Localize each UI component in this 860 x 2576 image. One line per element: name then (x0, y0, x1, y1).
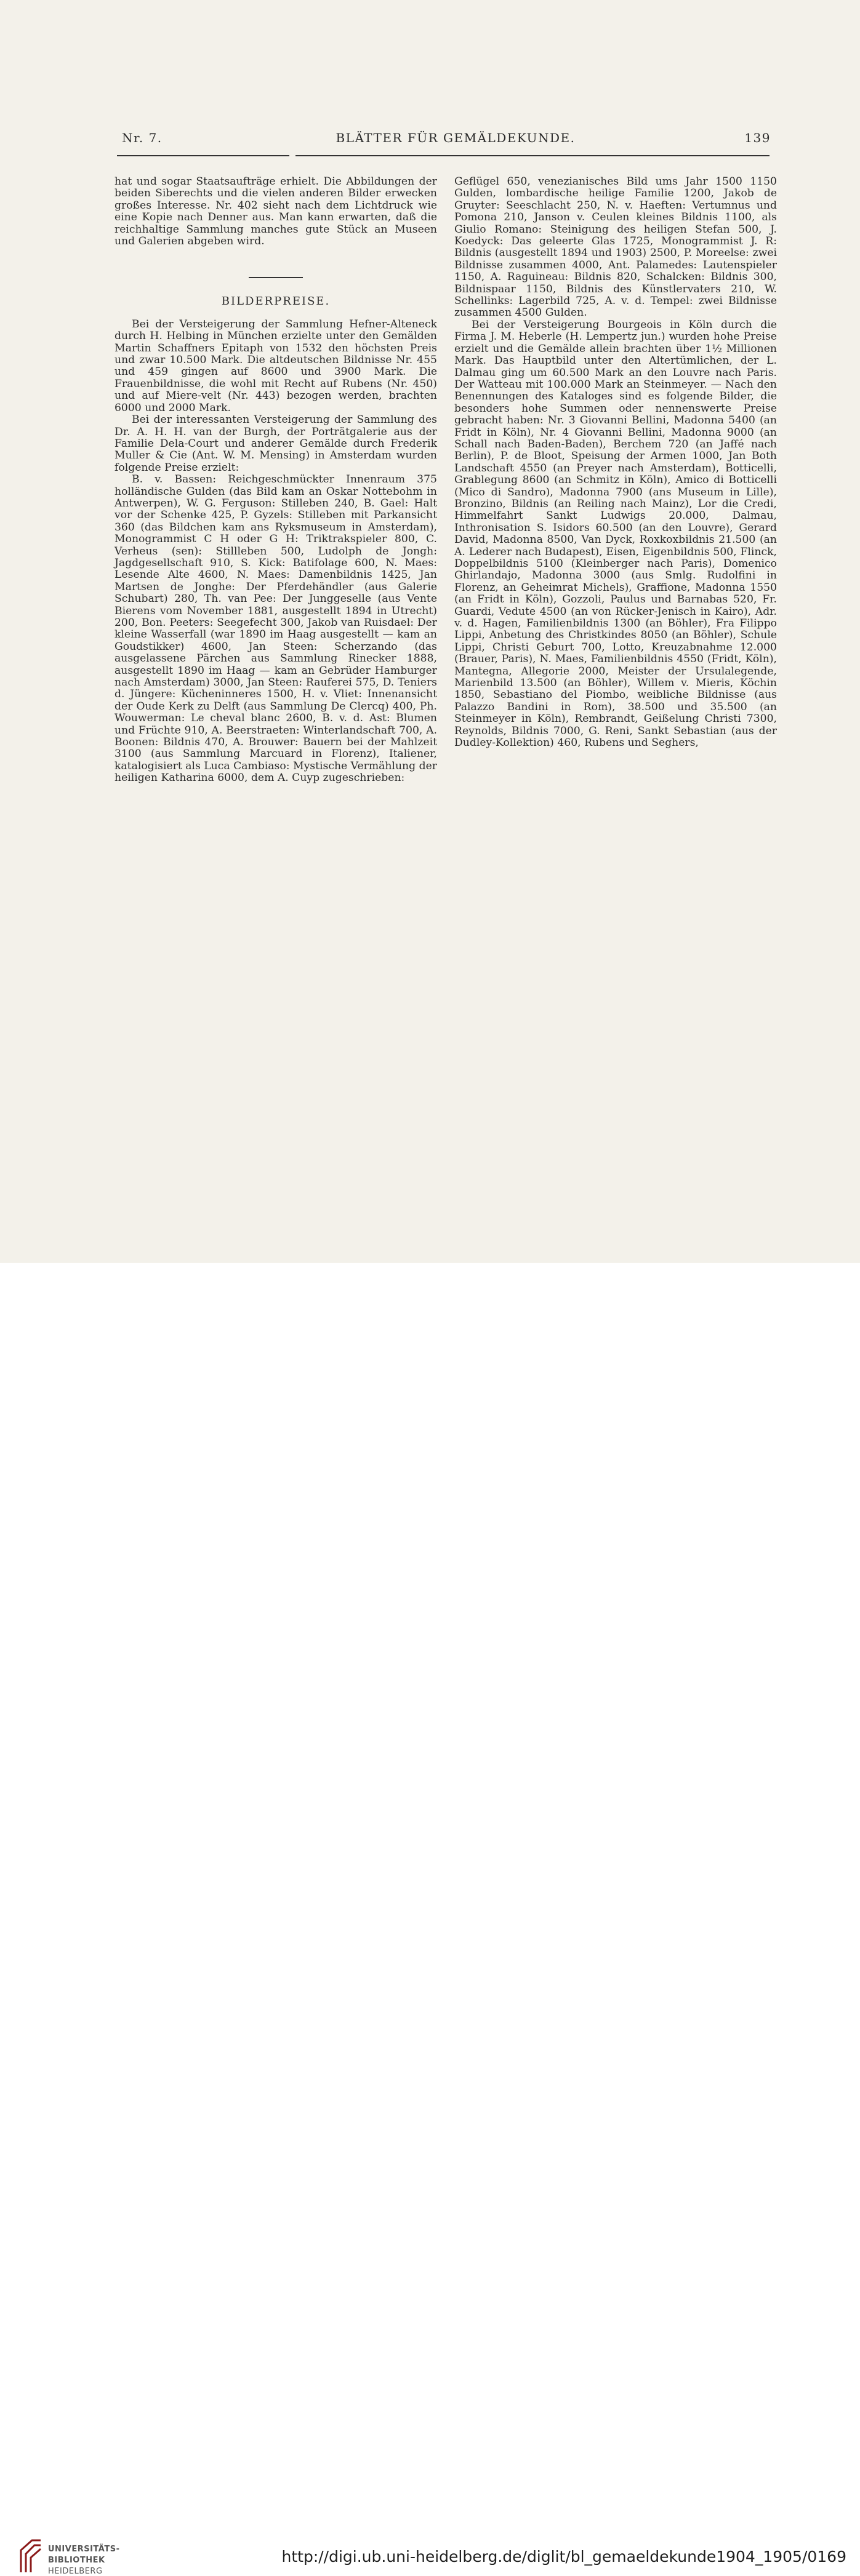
section-title: BILDERPREISE. (221, 295, 331, 308)
library-name-line-1: UNIVERSITÄTS- (48, 2545, 120, 2554)
journal-title: BLÄTTER FÜR GEMÄLDEKUNDE. (336, 130, 576, 145)
paragraph-burgh: Bei der interessanten Versteigerung der Sammlung des Dr. A. H. H. van der Burgh, der Porträtgalerie aus der Familie Dela-Court und anderer Gemälde durch Frederik Muller & Cie (Ant. W. M. Mensing) in Amsterdam wurden folgende Preise erzielt: (115, 414, 437, 474)
header-rule-right (295, 155, 770, 156)
scanned-page (0, 0, 860, 1263)
permalink-url[interactable]: http://digi.ub.uni-heidelberg.de/diglit/bl_gemaeldekunde1904_1905/0169 (281, 2548, 846, 2566)
paragraph-price-list-continued: Geflügel 650, venezianisches Bild ums Jahr 1500 1150 Gulden, lombardische heilige Familie 1200, Jakob de Gruyter: Seeschlacht 250, N. v. Haeften: Vertumnus und Pomona 210, Janson v. Ceulen kleines Bildnis 1100, als Giulio Romano: Steinigung des heiligen Stefan 500, J. Koedyck: Das geleerte Glas 1725, Monogrammist J. R: Bildnis (ausgestellt 1894 und 1903) 2500, P. Moreelse: zwei Bildnisse zusammen 4000, Ant. Palamedes: Lautenspieler 1150, A. Raguineau: Bildnis 820, Schalcken: Bildnis 300, Bildnispaar 1150, Bildnis des Künstlervaters 210, W. Schellinks: Lagerbild 725, A. v. d. Tempel: zwei Bildnisse zusammen 4500 Gulden. (454, 175, 777, 319)
left-column (115, 176, 437, 785)
right-column (454, 176, 777, 750)
intro-paragraph: hat und sogar Staatsaufträge erhielt. Die Abbildungen der beiden Siberechts und die vielen anderen Bilder erwecken großes Interesse. Nr. 402 sieht nach dem Lichtdruck wie eine Kopie nach Denner aus. Man kann erwarten, daß die reichhaltige Sammlung manches gute Stück an Museen und Galerien abgeben wird. (115, 175, 437, 248)
paragraph-hefner: Bei der Versteigerung der Sammlung Hefner-Alteneck durch H. Helbing in München erzielte unter den Gemälden Martin Schaffners Epitaph von 1532 den höchsten Preis und zwar 10.500 Mark. Die altdeutschen Bildnisse Nr. 455 und 459 gingen auf 8600 und 3900 Mark. Die Frauenbildnisse, die wohl mit Recht auf Rubens (Nr. 450) und auf Miere-velt (Nr. 443) bezogen werden, brachten 6000 und 2000 Mark. (115, 318, 437, 414)
library-name-line-2: BIBLIOTHEK (48, 2556, 105, 2565)
header-rule-left (117, 155, 289, 156)
paragraph-bourgeois: Bei der Versteigerung Bourgeois in Köln durch die Firma J. M. Heberle (H. Lempertz jun.) wurden hohe Preise erzielt und die Gemälde allein brachten über 1½ Millionen Mark. Das Hauptbild unter den Altertümlichen, der L. Dalmau ging um 60.500 Mark an den Louvre nach Paris. Der Watteau mit 100.000 Mark an Steinmeyer. — Nach den Benennungen des Kataloges sind es folgende Bilder, die besonders hohe Summen oder nennenswerte Preise gebracht haben: Nr. 3 Giovanni Bellini, Madonna 5400 (an Fridt in Köln), Nr. 4 Giovanni Bellini, Madonna 9000 (an Schall nach Baden-Baden), Berchem 720 (an Jaffé nach Berlin), P. de Bloot, Speisung der Armen 1000, Jan Both Landschaft 4550 (an Preyer nach Amsterdam), Botticelli, Grablegung 8600 (an Schmitz in Köln), Amico di Botticelli (Mico di Sandro), Madonna 7900 (ans Museum in Lille), Bronzino, Bildnis (an Reiling nach Mainz), Lor die Credi, Himmelfahrt Sankt Ludwigs 20.000, Dalmau, Inthronisation S. Isidors 60.500 (an den Louvre), Gerard David, Madonna 8500, Van Dyck, Roxkoxbildnis 21.500 (an A. Lederer nach Budapest), Eisen, Eigenbildnis 500, Flinck, Doppelbildnis 5100 (Kleinberger nach Paris), Domenico Ghirlandajo, Madonna 3000 (aus Smlg. Rudolfini in Florenz, an Geheimrat Michels), Graffione, Madonna 1550 (an Fridt in Köln), Gozzoli, Paulus und Barnabas 520, Fr. Guardi, Vedute 4500 (an von Rücker-Jenisch in Kairo), Adr. v. d. Hagen, Familienbildnis 1300 (an Böhler), Fra Filippo Lippi, Anbetung des Christkindes 8050 (an Böhler), Schule Lippi, Christi Geburt 700, Lotto, Kreuzabnahme 12.000 (Brauer, Paris), N. Maes, Familienbildnis 4550 (Fridt, Köln), Mantegna, Allegorie 2000, Meister der Ursulalegende, Marienbild 13.500 (an Böhler), Willem v. Mieris, Köchin 1850, Sebastiano del Piombo, weibliche Bildnisse (aus Palazzo Bandini in Rom), 38.500 und 35.500 (an Steinmeyer in Köln), Rembrandt, Geißelung Christi 7300, Reynolds, Bildnis 7000, G. Reni, Sankt Sebastian (aus der Dudley-Kollektion) 460, Rubens und Seghers, (454, 318, 777, 750)
university-library-logo-icon (18, 2538, 43, 2575)
library-name-line-3: HEIDELBERG (48, 2567, 103, 2576)
paragraph-price-list: B. v. Bassen: Reichgeschmückter Innenraum 375 holländische Gulden (das Bild kam an Oskar Nottebohm in Antwerpen), W. G. Ferguson: Stilleben 240, B. Gael: Halt vor der Schenke 425, P. Gyzels: Stilleben mit Parkansicht 360 (das Bildchen kam ans Ryksmuseum in Amsterdam), Monogrammist C H oder G H: Triktrakspieler 800, C. Verheus (sen): Stillleben 500, Ludolph de Jongh: Jagdgesellschaft 910, S. Kick: Batifolage 600, N. Maes: Lesende Alte 4600, N. Maes: Damenbildnis 1425, Jan Martsen de Jonghe: Der Pferdehändler (aus Galerie Schubart) 280, Th. van Pee: Der Junggeselle (aus Vente Bierens vom November 1881, ausgestellt 1894 in Utrecht) 200, Bon. Peeters: Seegefecht 300, Jakob van Ruisdael: Der kleine Wasserfall (war 1890 im Haag ausgestellt — kam an Goudstikker) 4600, Jan Steen: Scherzando (das ausgelassene Pärchen aus Sammlung Rinecker 1888, ausgestellt 1890 im Haag — kam an Gebrüder Hamburger nach Amsterdam) 3000, Jan Steen: Rauferei 575, D. Teniers d. Jüngere: Kücheninneres 1500, H. v. Vliet: Innenansicht der Oude Kerk zu Delft (aus Sammlung De Clercq) 400, Ph. Wouwerman: Le cheval blanc 2600, B. v. d. Ast: Blumen und Früchte 910, A. Beerstraeten: Winterlandschaft 700, A. Boonen: Bildnis 470, A. Brouwer: Bauern bei der Mahlzeit 3100 (aus Sammlung Marcuard in Florenz), Italiener, katalogisiert als Luca Cambiaso: Mystische Vermählung der heiligen Katharina 6000, dem A. Cuyp zugeschrieben: (115, 473, 437, 785)
footer-bar (0, 1263, 860, 2576)
issue-number: Nr. 7. (122, 130, 163, 145)
page-number: 139 (744, 130, 771, 145)
section-separator (249, 277, 303, 278)
